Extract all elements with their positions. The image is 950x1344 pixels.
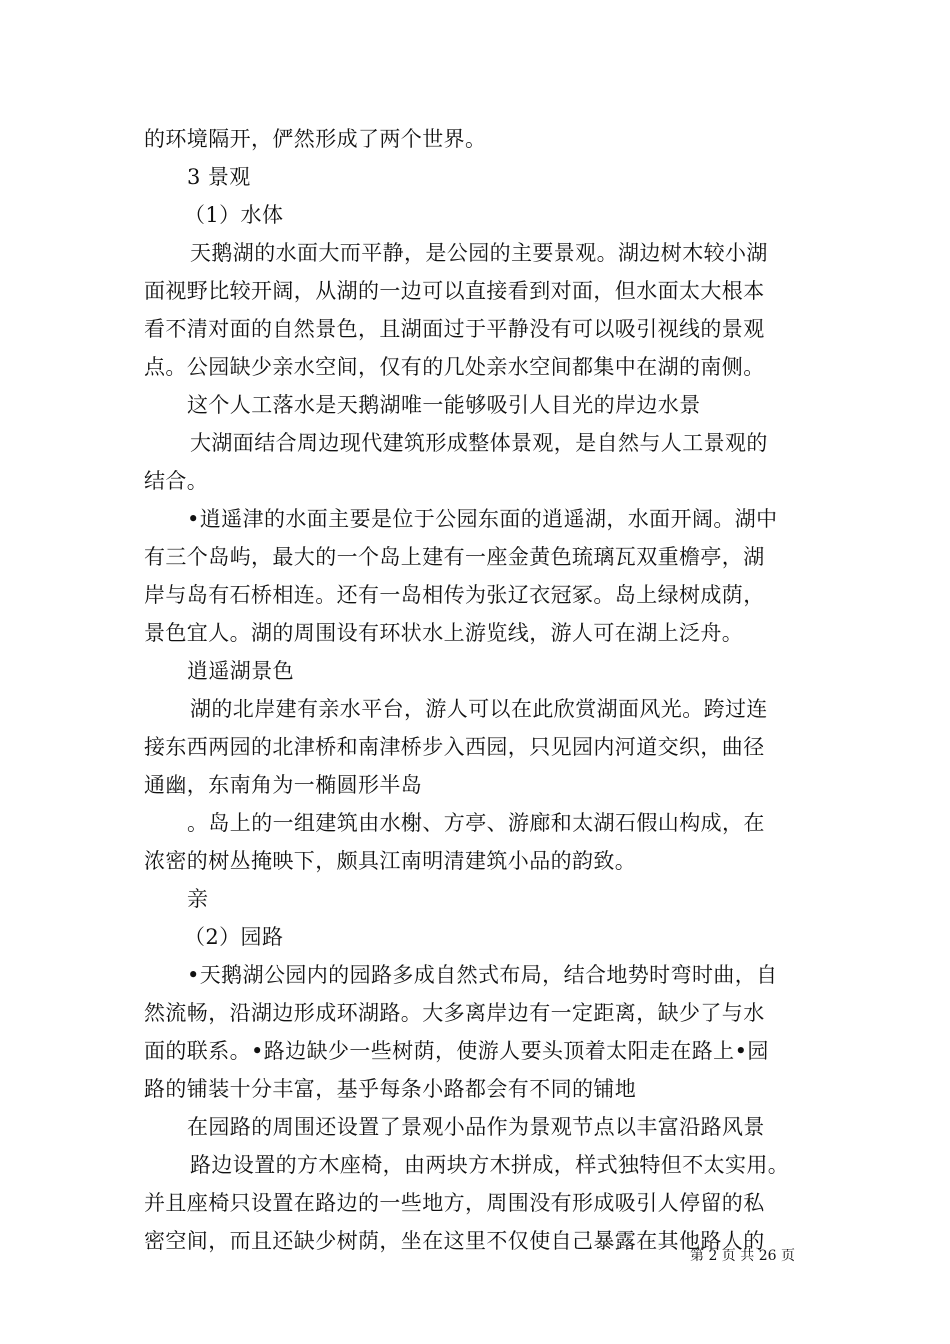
paragraph-line: 看不清对面的自然景色，且湖面过于平静没有可以吸引视线的景观 (144, 317, 765, 341)
section-heading: 3 景观 (187, 165, 251, 189)
paragraph-line: 亲 (187, 887, 209, 911)
paragraph-line: 并且座椅只设置在路边的一些地方，周围没有形成吸引人停留的私 (144, 1191, 765, 1215)
paragraph-line: 密空间，而且还缺少树荫，坐在这里不仅使自己暴露在其他路人的 (144, 1229, 765, 1253)
paragraph-line: 通幽，东南角为一椭圆形半岛 (144, 773, 423, 797)
paragraph-line: 景色宜人。湖的周围设有环状水上游览线，游人可在湖上泛舟。 (144, 621, 744, 645)
paragraph-line: 然流畅，沿湖边形成环湖路。大多离岸边有一定距离，缺少了与水 (144, 1001, 765, 1025)
paragraph-line: •天鹅湖公园内的园路多成自然式布局，结合地势时弯时曲，自 (187, 963, 778, 987)
subsection-heading: （1）水体 (184, 203, 284, 227)
paragraph-line: 大湖面结合周边现代建筑形成整体景观，是自然与人工景观的 (190, 431, 768, 455)
paragraph-line: 岸与岛有石桥相连。还有一岛相传为张辽衣冠冢。岛上绿树成荫， (144, 583, 765, 607)
paragraph-line: 这个人工落水是天鹅湖唯一能够吸引人目光的岸边水景 (187, 393, 701, 417)
paragraph-line: 。岛上的一组建筑由水榭、方亭、游廊和太湖石假山构成，在 (187, 811, 765, 835)
paragraph-line: 浓密的树丛掩映下，颇具江南明清建筑小品的韵致。 (144, 849, 637, 873)
paragraph-line: 面视野比较开阔，从湖的一边可以直接看到对面，但水面太大根本 (144, 279, 765, 303)
page-number-footer: 第 2 页 共 26 页 (690, 1248, 795, 1264)
paragraph-line: 点。公园缺少亲水空间，仅有的几处亲水空间都集中在湖的南侧。 (144, 355, 765, 379)
paragraph-line: 结合。 (144, 469, 209, 493)
paragraph-line: 天鹅湖的水面大而平静，是公园的主要景观。湖边树木较小湖 (190, 241, 768, 265)
paragraph-line: 面的联系。•路边缺少一些树荫，使游人要头顶着太阳走在路上•园 (144, 1039, 769, 1063)
paragraph-line: 有三个岛屿，最大的一个岛上建有一座金黄色琉璃瓦双重檐亭，湖 (144, 545, 765, 569)
paragraph-line: 接东西两园的北津桥和南津桥步入西园，只见园内河道交织，曲径 (144, 735, 765, 759)
paragraph-line: •逍遥津的水面主要是位于公园东面的逍遥湖，水面开阔。湖中 (187, 507, 778, 531)
paragraph-line: 逍遥湖景色 (187, 659, 294, 683)
paragraph-line: 的环境隔开，俨然形成了两个世界。 (144, 127, 487, 151)
paragraph-line: 路边设置的方木座椅，由两块方木拼成，样式独特但不太实用。 (190, 1153, 790, 1177)
paragraph-line: 湖的北岸建有亲水平台，游人可以在此欣赏湖面风光。跨过连 (190, 697, 768, 721)
document-body (144, 120, 824, 1260)
paragraph-line: 路的铺装十分丰富，基乎每条小路都会有不同的铺地 (144, 1077, 637, 1101)
paragraph-line: 在园路的周围还设置了景观小品作为景观节点以丰富沿路风景 (187, 1115, 765, 1139)
subsection-heading: （2）园路 (184, 925, 284, 949)
